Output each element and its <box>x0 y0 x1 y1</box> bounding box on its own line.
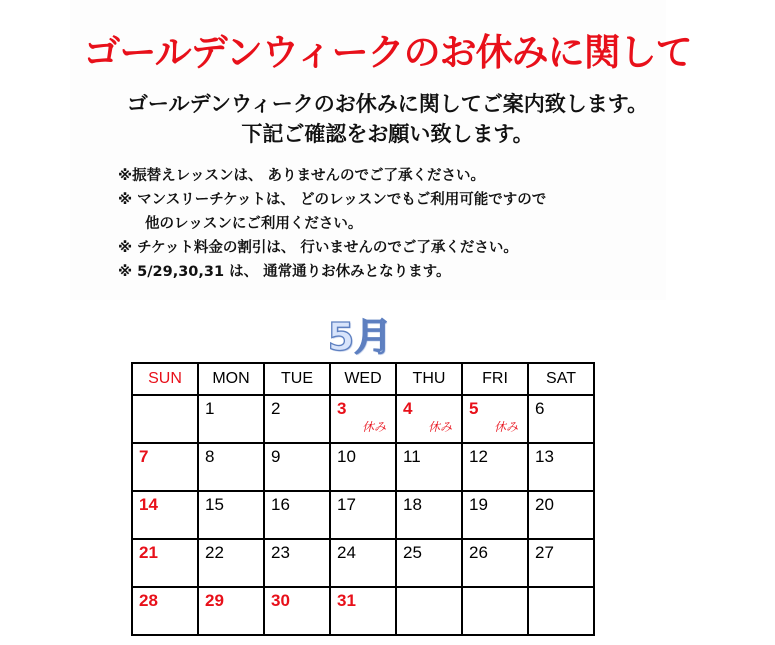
calendar-table <box>131 362 595 636</box>
calendar-day-cell <box>198 539 264 587</box>
weekday-wed: WED <box>330 363 396 395</box>
calendar-day-number: 25 <box>403 543 422 562</box>
calendar-day-cell <box>396 539 462 587</box>
calendar-day-cell <box>198 443 264 491</box>
calendar-day-cell <box>396 587 462 635</box>
calendar-day-number: 28 <box>139 591 158 610</box>
calendar-day-number: 22 <box>205 543 224 562</box>
calendar-day-cell <box>330 587 396 635</box>
calendar-day-cell <box>198 395 264 443</box>
weekday-fri: FRI <box>462 363 528 395</box>
calendar-day-cell <box>264 539 330 587</box>
calendar-day-number: 11 <box>403 447 421 466</box>
calendar-day-cell <box>462 587 528 635</box>
weekday-header-row <box>132 363 594 395</box>
calendar-day-cell <box>462 539 528 587</box>
calendar-week-row <box>132 491 594 539</box>
calendar-day-number: 16 <box>271 495 290 514</box>
calendar-day-number: 12 <box>469 447 488 466</box>
calendar-day-number: 18 <box>403 495 422 514</box>
calendar-day-cell <box>462 395 528 443</box>
calendar-day-number: 4 <box>403 399 413 418</box>
holiday-closed-mark: 休み <box>427 420 452 434</box>
calendar-day-number: 21 <box>139 543 158 562</box>
calendar-day-number: 1 <box>205 399 215 418</box>
calendar-day-cell <box>330 491 396 539</box>
calendar-day-cell <box>528 539 594 587</box>
calendar-day-number: 15 <box>205 495 224 514</box>
calendar-day-cell <box>330 395 396 443</box>
calendar-day-cell <box>132 539 198 587</box>
calendar-day-number: 8 <box>205 447 215 466</box>
calendar-day-cell <box>264 395 330 443</box>
calendar-day-cell <box>528 443 594 491</box>
calendar-day-cell <box>396 491 462 539</box>
notice-subtitle-line-2: 下記ご確認をお願い致します。 <box>241 122 534 146</box>
calendar-body <box>132 395 594 635</box>
calendar-day-cell <box>132 395 198 443</box>
holiday-closed-mark: 休み <box>493 420 518 434</box>
calendar-day-cell <box>132 587 198 635</box>
calendar-day-cell <box>198 587 264 635</box>
calendar-day-number: 17 <box>337 495 356 514</box>
calendar-day-cell <box>198 491 264 539</box>
calendar-day-cell <box>528 395 594 443</box>
holiday-closed-mark: 休み <box>361 420 386 434</box>
calendar-day-cell <box>462 491 528 539</box>
calendar-day-cell <box>264 587 330 635</box>
calendar-week-row <box>132 587 594 635</box>
note-item-continuation: 他のレッスンにご利用ください。 <box>145 216 363 232</box>
calendar-day-number: 27 <box>535 543 554 562</box>
calendar-day-number: 23 <box>271 543 290 562</box>
calendar-day-number: 6 <box>535 399 545 418</box>
calendar-day-number: 5 <box>469 399 479 418</box>
calendar-day-number: 26 <box>469 543 488 562</box>
calendar-day-cell <box>330 539 396 587</box>
calendar-day-number: 9 <box>271 447 281 466</box>
calendar-week-row <box>132 539 594 587</box>
calendar-day-cell <box>330 443 396 491</box>
note-item: ※ チケット料金の割引は、 行いませんのでご了承ください。 <box>118 240 518 256</box>
weekday-sat: SAT <box>528 363 594 395</box>
calendar-day-number: 19 <box>469 495 488 514</box>
calendar-day-cell <box>528 587 594 635</box>
calendar-day-cell <box>396 395 462 443</box>
calendar-day-cell <box>462 443 528 491</box>
weekday-thu: THU <box>396 363 462 395</box>
calendar-day-cell <box>396 443 462 491</box>
notice-subtitle-line-1: ゴールデンウィークのお休みに関してご案内致します。 <box>126 92 649 116</box>
notice-title: ゴールデンウィークのお休みに関して <box>83 31 692 74</box>
calendar-day-cell <box>264 443 330 491</box>
calendar-week-row <box>132 443 594 491</box>
calendar-week-row <box>132 395 594 443</box>
month-label: 5月 <box>327 315 393 359</box>
calendar-day-cell <box>132 491 198 539</box>
calendar-day-number: 7 <box>139 447 149 466</box>
calendar-day-number: 20 <box>535 495 554 514</box>
note-item: ※振替えレッスンは、 ありませんのでご了承ください。 <box>118 168 485 184</box>
calendar-day-number: 29 <box>205 591 224 610</box>
calendar-day-cell <box>528 491 594 539</box>
calendar-day-cell <box>132 443 198 491</box>
calendar-day-number: 10 <box>337 447 356 466</box>
weekday-sun: SUN <box>132 363 198 395</box>
calendar-day-cell <box>264 491 330 539</box>
calendar-day-number: 14 <box>139 495 158 514</box>
notes-list <box>118 164 658 284</box>
note-item: ※ マンスリーチケットは、 どのレッスンでもご利用可能ですので <box>118 192 547 208</box>
calendar-day-number: 13 <box>535 447 554 466</box>
calendar-day-number: 3 <box>337 399 347 418</box>
note-item: ※ 5/29,30,31 は、 通常通りお休みとなります。 <box>118 264 451 280</box>
weekday-tue: TUE <box>264 363 330 395</box>
calendar-day-number: 24 <box>337 543 356 562</box>
weekday-mon: MON <box>198 363 264 395</box>
calendar-day-number: 30 <box>271 591 290 610</box>
calendar-day-number: 31 <box>337 591 356 610</box>
calendar-day-number: 2 <box>271 399 281 418</box>
